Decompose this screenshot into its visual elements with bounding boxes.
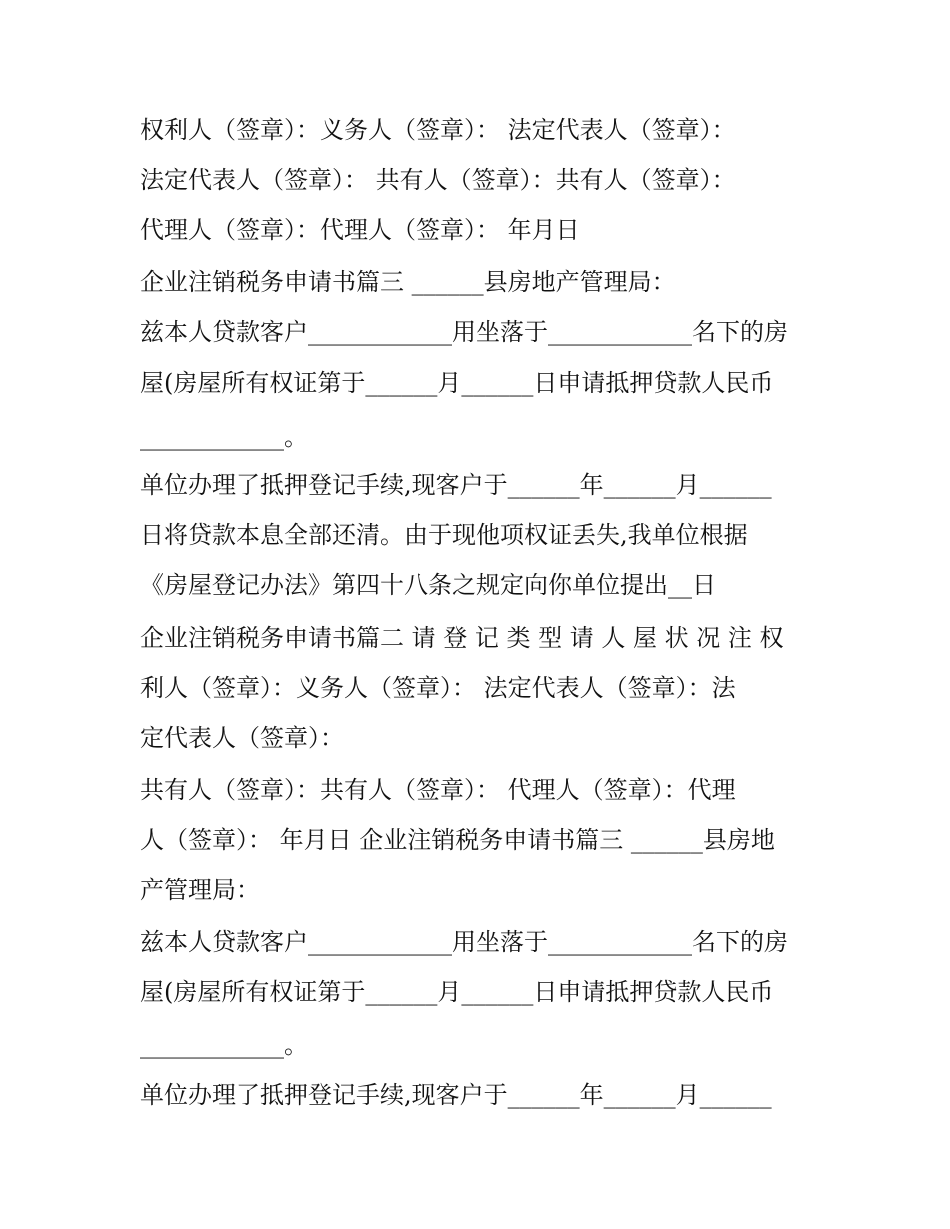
text-line: 人（签章）： 年月日 企业注销税务申请书篇三 ______县房地 [140,826,775,854]
text-line: 权利人（签章）：义务人（签章）： 法定代表人（签章）： [140,116,736,144]
text-line: 屋(房屋所有权证第于______月______日申请抵押贷款人民币 [140,978,774,1006]
text-line: 日将贷款本息全部还清。由于现他项权证丢失,我单位根据 [140,521,748,549]
text-line: 《房屋登记办法》第四十八条之规定向你单位提出__日 [140,571,716,599]
text-line: 产管理局： [140,876,260,904]
text-line: 共有人（签章）：共有人（签章）： 代理人（签章）：代理 [140,776,736,804]
text-line: 兹本人贷款客户____________用坐落于____________名下的房 [140,318,788,346]
text-line: 兹本人贷款客户____________用坐落于____________名下的房 [140,928,788,956]
text-line: 单位办理了抵押登记手续,现客户于______年______月______ [140,471,772,499]
text-line: 定代表人（签章）： [140,724,344,752]
text-line: ____________。 [140,423,308,451]
text-line: 企业注销税务申请书篇二 请 登 记 类 型 请 人 屋 状 况 注 权 [140,624,784,652]
text-line: 代理人（签章）：代理人（签章）： 年月日 [140,216,580,244]
text-line: ____________。 [140,1031,308,1059]
text-line: 法定代表人（签章）： 共有人（签章）：共有人（签章）： [140,166,736,194]
text-line: 企业注销税务申请书篇三 ______县房地产管理局： [140,268,676,296]
text-line: 单位办理了抵押登记手续,现客户于______年______月______ [140,1081,772,1109]
text-line: 屋(房屋所有权证第于______月______日申请抵押贷款人民币 [140,369,774,397]
text-line: 利人（签章）：义务人（签章）： 法定代表人（签章）：法 [140,674,736,702]
